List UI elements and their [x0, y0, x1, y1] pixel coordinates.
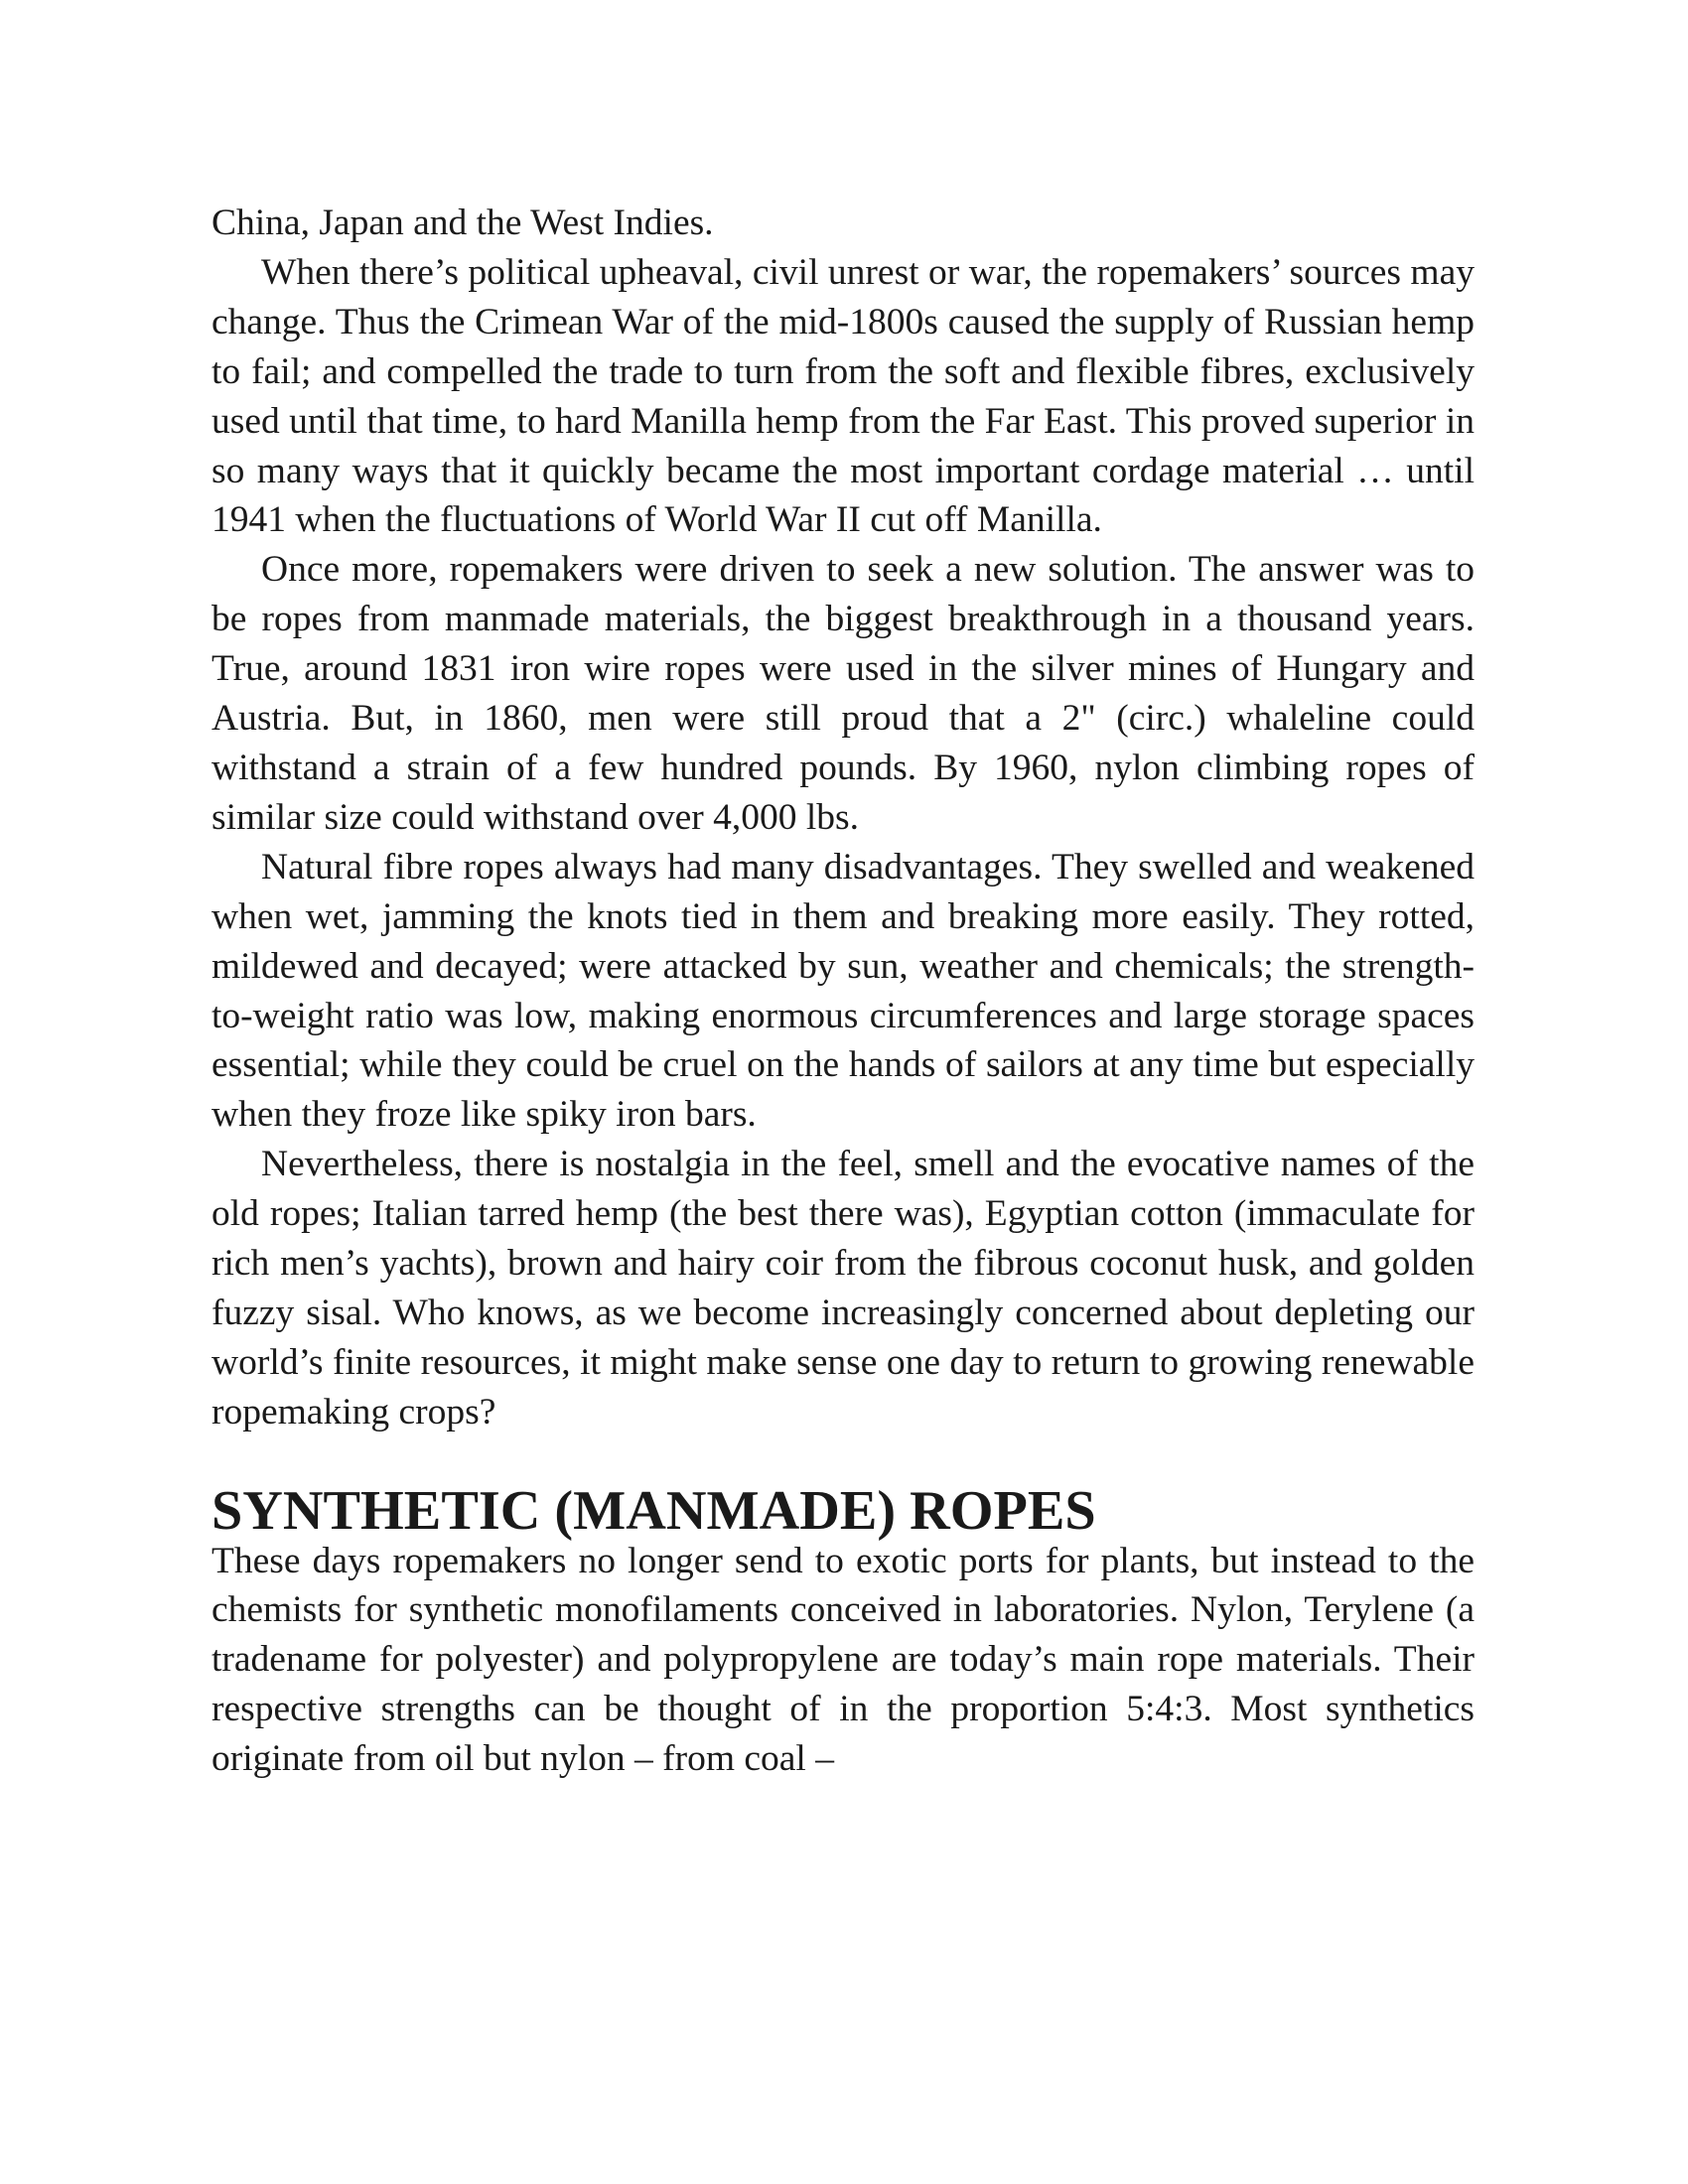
section-heading: SYNTHETIC (MANMADE) ROPES: [211, 1479, 1096, 1542]
paragraph-political-upheaval: When there’s political upheaval, civil unrest or war, the ropemakers’ sources may change. Thus the Crimean War of the mid-1800s caused the supply of Russian hemp to fail; and compelled the trade to turn from the soft and flexible fibres, exclusively used until that time, to hard Manilla hemp from the Far East. This proved superior in so many ways that it quickly became the most important cordage material … until 1941 when the fluctuations of World War II cut off Manilla.: [211, 251, 1475, 541]
paragraph-nostalgia: Nevertheless, there is nostalgia in the feel, smell and the evocative names of the old ropes; Italian tarred hemp (the best there was), Egyptian cotton (immaculate for rich men’s yachts), brown and hairy coir from the fibrous coconut husk, and golden fuzzy sisal. Who knows, as we become increasingly concerned about depleting our world’s finite resources, it might make sense one day to return to growing renewable ropemaking crops?: [211, 1144, 1475, 1433]
paragraph-natural-fibre-disadvantages: Natural fibre ropes always had many disadvantages. They swelled and weakened when wet, jamming the knots tied in them and breaking more easily. They rotted, mildewed and decayed; were attacked by sun, weather and chemicals; the strength-to-weight ratio was low, making enormous circumferences and large storage spaces essential; while they could be cruel on the hands of sailors at any time but especially when they froze like spiky iron bars.: [211, 846, 1475, 1136]
document-page: [211, 199, 1475, 1784]
paragraph-manmade-materials: Once more, ropemakers were driven to seek a new solution. The answer was to be ropes from manmade materials, the biggest breakthrough in a thousand years. True, around 1831 iron wire ropes were used in the silver mines of Hungary and Austria. But, in 1860, men were still proud that a 2" (circ.) whaleline could withstand a strain of a few hundred pounds. By 1960, nylon climbing ropes of similar size could withstand over 4,000 lbs.: [211, 549, 1475, 838]
paragraph-continuation: China, Japan and the West Indies.: [211, 203, 714, 243]
paragraph-synthetic-ropes: These days ropemakers no longer send to exotic ports for plants, but instead to the chemists for synthetic monofilaments conceived in laboratories. Nylon, Terylene (a tradename for polyester) and polypropylene are today’s main rope materials. Their respective strengths can be thought of in the proportion 5:4:3. Most synthetics originate from oil but nylon – from coal –: [211, 1540, 1475, 1780]
